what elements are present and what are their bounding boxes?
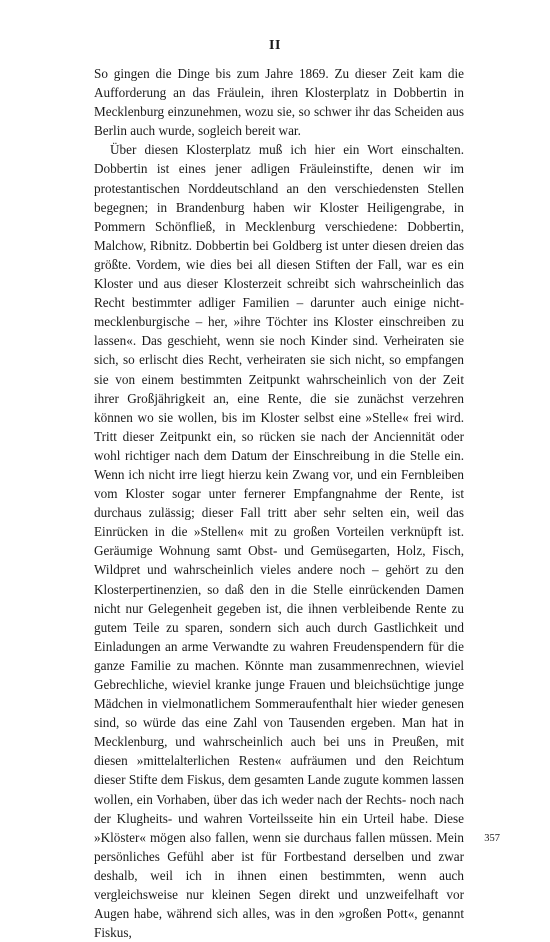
body-text bbox=[94, 64, 464, 942]
chapter-heading: II bbox=[269, 38, 281, 53]
paragraph: Über diesen Klosterplatz muß ich hier ein Wort einschalten. Dobbertin ist eines jener adligen Fräuleinstifte, denen wir im protestantischen Norddeutschland an den verschiedensten Stellen begegnen; in Brandenburg haben wir Kloster Heiligengrabe, in Pommern Schönfließ, in Mecklenburg verschiedene: Dobbertin, Malchow, Ribnitz. Dobbertin bei Goldberg ist unter diesen dreien das größte. Vordem, wie dies bei all diesen Stiften der Fall, war es ein Kloster und aus dieser Klosterzeit schreibt sich wahrscheinlich das Recht bestimmter adliger Familien – darunter auch einige nicht-mecklenburgische – her, »ihre Töchter ins Kloster einschreiben zu lassen«. Das geschieht, wenn sie noch Kinder sind. Verheiraten sie sich, so erlischt dies Recht, verheiraten sie sich nicht, so empfangen sie von einem bestimmten Zeitpunkt wahrscheinlich von der Zeit ihrer Großjährigkeit an, eine Rente, die sie zunächst verzehren können wo sie wollen, bis im Kloster selbst eine »Stelle« frei wird. Tritt dieser Zeitpunkt ein, so rücken sie nach der Anciennität oder wohl richtiger nach dem Datum der Einschreibung in die Stelle ein. Wenn ich nicht irre liegt hierzu kein Zwang vor, und ein Fernbleiben vom Kloster sogar unter fernerer Empfangnahme der Rente, ist durchaus zulässig; dieser Fall tritt aber sehr selten ein, weil das Einrücken in die »Stellen« mit zu großen Vorteilen verknüpft ist. Geräumige Wohnung samt Obst- und Gemüsegarten, Holz, Fisch, Wildpret und wahrscheinlich vieles andere noch – gehört zu den Klosterpertinenzien, so daß den in die Stelle einrückenden Damen nicht nur Gelegenheit gegeben ist, die ihnen verbleibende Rente zu gutem Teile zu sparen, sondern sich auch durch Gastlichkeit und Einladungen an arme Verwandte zu wahren Freudenspendern für die ganze Familie zu machen. Könnte man zusammenrechnen, wieviel Gebrechliche, wieviel kranke junge Frauen und bleichsüchtige junge Mädchen in vielmonatlichem Sommeraufenthalt hier wieder genesen sind, so würde das eine Zahl von Tausenden ergeben. Man hat in Mecklenburg, und wahrscheinlich auch bei uns in Preußen, mit diesen »mittelalterlichen Resten« aufräumen und den Reichtum dieser Stifte dem Fiskus, dem gesamten Lande zugute kommen lassen wollen, ein Vorhaben, über das ich weder nach der Rechts- noch nach der Klugheits- und wahren Vorteilsseite hin ein Urteil habe. Diese »Klöster« mögen also fallen, wenn sie durchaus fallen müssen. Mein persönliches Gefühl aber ist für Fortbestand derselben und zwar deshalb, weil ich in ihnen einen bestimmten, wenn auch vergleichsweise nur kleinen Segen direkt und unzweifelhaft vor Augen habe, während sich alles, was in den »großen Pott«, genannt Fiskus, bbox=[94, 142, 464, 941]
paragraph: So gingen die Dinge bis zum Jahre 1869. Zu dieser Zeit kam die Aufforderung an das Fräulein, ihren Klosterplatz in Dobbertin in Mecklenburg einzunehmen, wozu sie, so schwer ihr das Scheiden aus Berlin auch wurde, sogleich bereit war. bbox=[94, 66, 464, 139]
page-number: 357 bbox=[484, 833, 500, 844]
